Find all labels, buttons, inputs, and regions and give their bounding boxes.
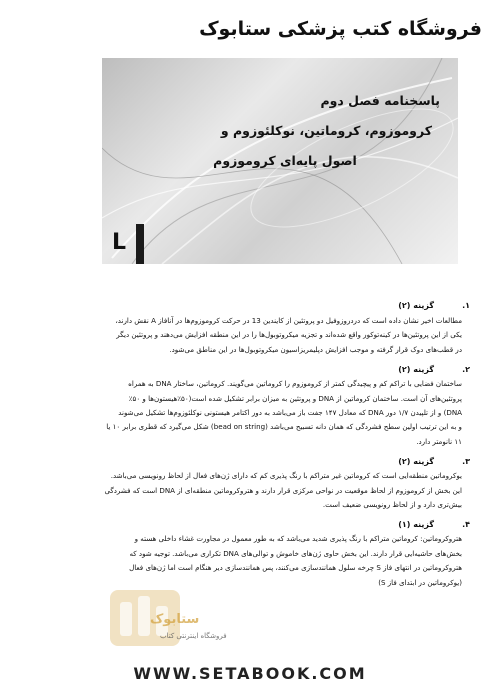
answer-line: هتروکروماتین در انتهای فاز S چرخه سلول همانندسازی می‌کنند، پس همانندسازی دیر هنگام است اما ژن‌های فعال — [129, 563, 462, 573]
footer-url: WWW.SETABOOK.COM — [133, 664, 367, 683]
answer-line: این بخش از کروموزوم از لحاظ موقعیت در نواحی مرکزی قرار دارند و هتروکروماتین منطقه‌ای از DNA است که فشردگی — [104, 485, 462, 495]
answer-line: هتروکروماتین: کروماتین متراکم با رنگ پذیری شدید می‌باشد که به طور معمول در مجاورت غشاء داخلی هسته و — [134, 534, 462, 544]
answer-line: بیش‌تری دارد و از لحاظ رونویسی ضعیف است. — [322, 500, 462, 510]
chapter-heading-line-1: پاسخنامه فصل دوم — [320, 93, 440, 108]
answer-line: مطالعات اخیر نشان داده است که دردروزوفیل دو پروتئین از کایندین 13 در حرکت کروموزوم‌ها در آنافاز A نقش دارند، — [115, 316, 462, 325]
answer-text — [38, 377, 470, 449]
chapter-letter: L — [112, 230, 127, 255]
answer-key: گزینه (۲) — [398, 301, 434, 311]
chapter-heading-line-3: اصول پایه‌ای کروموزوم — [213, 153, 357, 168]
answer-line: ۱۱ نانومتر دارد. — [416, 436, 462, 446]
store-title: فروشگاه کتب پزشکی ستابوک — [199, 18, 482, 40]
answer-heading — [38, 454, 470, 469]
answer-line: و به این ترتیب اولین سطح فشردگی که همان دانه تسبیح می‌باشد (bead on string) شکل می‌گیرد که قطری برابر ۱۰ یا — [106, 422, 462, 432]
answer-line: در قطب‌های دوک قرار گرفته و موجب افزایش دپلیمریزاسیون میکروتوبول‌ها در این مناطق می‌شود. — [169, 344, 462, 354]
answer-number: ۲. — [462, 364, 470, 374]
answer-line: پروتئین‌های آن است. ساختمان کروماتین از DNA و پروتئین به میزان برابر تشکیل شده است(۵۰٪هیستون‌ها و ۵۰٪ — [128, 393, 462, 403]
answer-key: گزینه (۱) — [398, 519, 434, 529]
answer-key: گزینه (۲) — [398, 456, 434, 466]
answer-line: (یوکروماتین در ابتدای فاز S) — [378, 577, 462, 587]
answer-text — [38, 469, 470, 512]
chapter-title-box — [102, 58, 458, 264]
answer-number: ۳. — [462, 456, 470, 466]
answer-heading — [38, 517, 470, 532]
answer-text — [38, 314, 470, 357]
answer-heading — [38, 362, 470, 377]
watermark-sub-text: فروشگاه اینترنتی کتاب — [160, 632, 227, 640]
answer-number: ۱. — [462, 301, 470, 311]
answer-line: ساختمان فضایی با تراکم کم و پیچیدگی کمتر از کروموزوم را کروماتین می‌گویند. کروماتین، ساختار DNA به همراه — [128, 379, 462, 389]
watermark-brand-text: ستابوک — [150, 612, 200, 627]
chapter-heading — [130, 86, 440, 176]
chapter-heading-line-2: کروموزوم، کروماتین، نوکلئوزوم و — [220, 123, 432, 138]
answer-key: گزینه (۲) — [398, 364, 434, 374]
answer-line: یکی از این پروتئین‌ها در کینه‌توکور واقع شده‌اند و تجزیه میکروتوبول‌ها را در این منطقه افزایش می‌دهند و پروتئین دیگر — [116, 330, 462, 340]
answer-line: DNA) و از تلپیدن ۱/۷ دور DNA که معادل ۱۴۷ جفت باز می‌باشد به دور اکتامر هیستونی نوکلئوزوم‌ها تشکیل می‌شوند — [118, 408, 462, 418]
answer-heading — [38, 299, 470, 314]
answer-number: ۴. — [462, 519, 470, 529]
answer-line: یوکروماتین منطقه‌ایی است که کروماتین غیر متراکم با رنگ پذیری کم که دارای ژن‌های فعال از لحاظ رونویسی می‌باشد. — [110, 471, 462, 481]
answers-section — [38, 298, 470, 595]
answer-line: بخش‌های حاشیه‌ایی قرار دارند. این بخش حاوی ژن‌های خاموش و توالی‌های DNA تکراری می‌باشد. توجیه شود که — [129, 548, 462, 558]
